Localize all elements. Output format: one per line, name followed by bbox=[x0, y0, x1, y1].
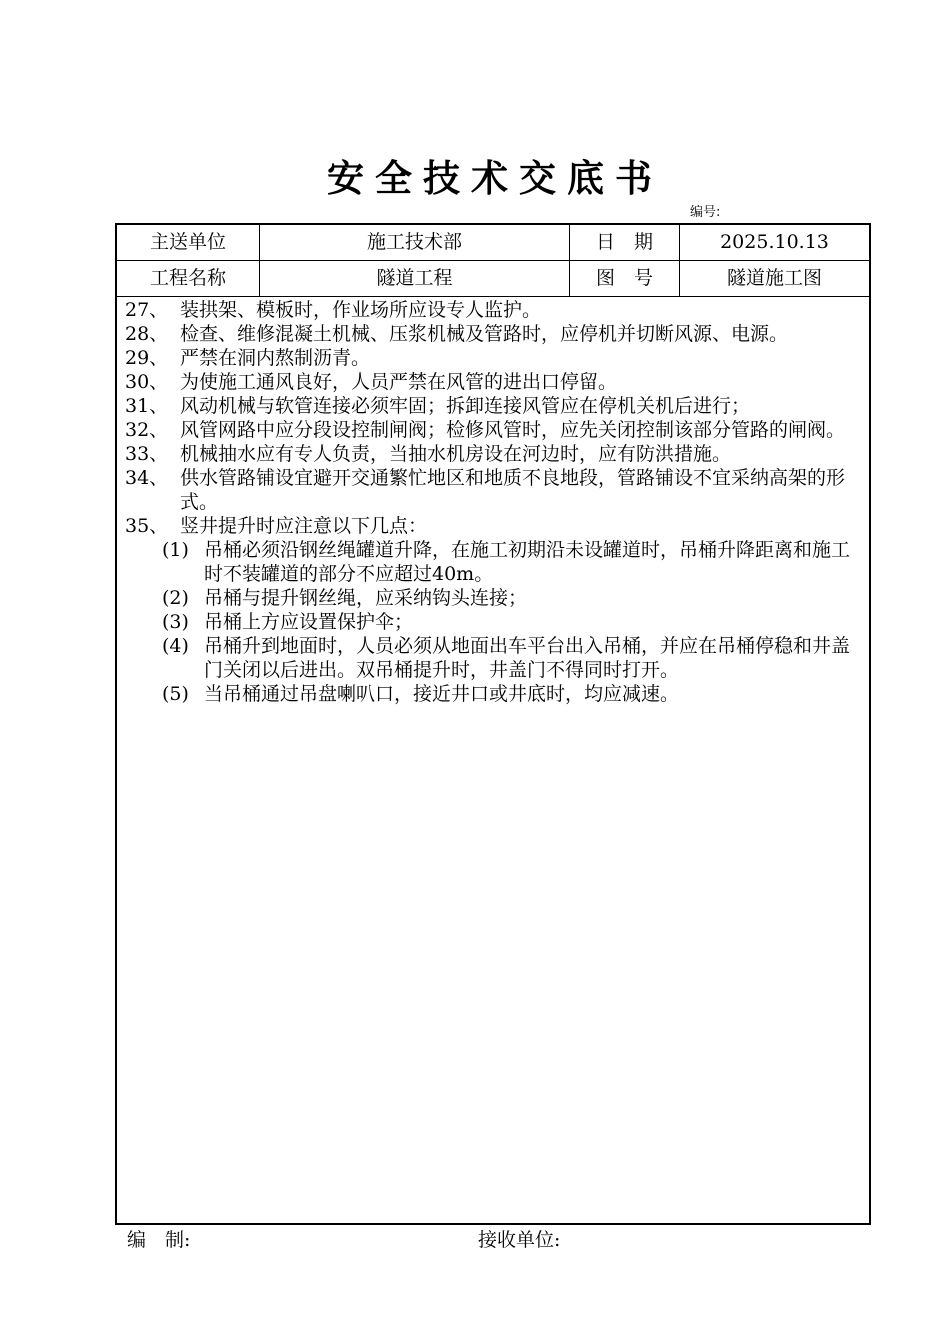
drawing-no-label: 图 号 bbox=[570, 261, 680, 296]
header-row-project bbox=[117, 261, 869, 297]
item-number: 29、 bbox=[125, 347, 169, 369]
form-frame bbox=[115, 223, 871, 1225]
document-number-label: 编号: bbox=[690, 205, 721, 220]
item-number: 27、 bbox=[125, 299, 169, 321]
item-number: 32、 bbox=[125, 419, 169, 441]
item-text: 供水管路铺设宜避开交通繁忙地区和地质不良地段，管路铺设不宜采纳高架的形式。 bbox=[180, 467, 846, 513]
list-item bbox=[117, 442, 869, 466]
project-label: 工程名称 bbox=[117, 261, 260, 296]
list-item bbox=[117, 394, 869, 418]
sub-item-number: (4) bbox=[162, 635, 189, 657]
project-value: 隧道工程 bbox=[260, 261, 570, 296]
sub-item-text: 当吊桶通过吊盘喇叭口，接近井口或井底时，均应减速。 bbox=[204, 683, 680, 705]
list-item bbox=[117, 514, 869, 538]
sub-list-item bbox=[117, 586, 869, 610]
item-number: 28、 bbox=[125, 323, 169, 345]
sub-list-item bbox=[117, 538, 869, 586]
sub-item-text: 吊桶必须沿钢丝绳罐道升降，在施工初期沿未设罐道时，吊桶升降距离和施工时不装罐道的部分不应超过40m。 bbox=[204, 539, 851, 585]
sub-item-number: (3) bbox=[162, 611, 189, 633]
header-row-sender bbox=[117, 225, 869, 261]
item-text: 严禁在洞内熬制沥青。 bbox=[180, 347, 371, 369]
item-text: 装拱架、模板时，作业场所应设专人监护。 bbox=[180, 299, 542, 321]
sender-value: 施工技术部 bbox=[260, 225, 570, 260]
item-number: 35、 bbox=[125, 515, 169, 537]
sub-item-number: (1) bbox=[162, 539, 189, 561]
item-number: 31、 bbox=[125, 395, 169, 417]
sub-item-number: (5) bbox=[162, 683, 189, 705]
item-text: 竖井提升时应注意以下几点： bbox=[180, 515, 428, 537]
list-item bbox=[117, 298, 869, 322]
sender-label: 主送单位 bbox=[117, 225, 260, 260]
sub-item-text: 吊桶与提升钢丝绳，应采纳钩头连接； bbox=[204, 587, 528, 609]
item-number: 30、 bbox=[125, 371, 169, 393]
sub-item-text: 吊桶升到地面时，人员必须从地面出车平台出入吊桶，并应在吊桶停稳和井盖门关闭以后进出。双吊桶提升时，井盖门不得同时打开。 bbox=[204, 635, 851, 681]
item-text: 风动机械与软管连接必须牢固；拆卸连接风管应在停机关机后进行； bbox=[180, 395, 751, 417]
item-text: 机械抽水应有专人负责，当抽水机房设在河边时，应有防洪措施。 bbox=[180, 443, 732, 465]
sub-list-item bbox=[117, 682, 869, 706]
item-number: 33、 bbox=[125, 443, 169, 465]
document-title: 安全技术交底书 bbox=[327, 157, 663, 200]
drawing-no-value: 隧道施工图 bbox=[726, 267, 822, 289]
sub-list-item bbox=[117, 610, 869, 634]
sub-list-item bbox=[117, 634, 869, 682]
item-text: 风管网路中应分段设控制闸阀；检修风管时，应先关闭控制该部分管路的闸阀。 bbox=[180, 419, 846, 441]
list-item bbox=[117, 466, 869, 514]
compiler-label: 编 制: bbox=[127, 1229, 191, 1251]
instruction-body bbox=[117, 298, 869, 706]
item-text: 检查、维修混凝土机械、压浆机械及管路时，应停机并切断风源、电源。 bbox=[180, 323, 789, 345]
list-item bbox=[117, 322, 869, 346]
receiver-label: 接收单位: bbox=[478, 1229, 561, 1251]
list-item bbox=[117, 370, 869, 394]
list-item bbox=[117, 418, 869, 442]
item-number: 34、 bbox=[125, 467, 169, 489]
item-text: 为使施工通风良好，人员严禁在风管的进出口停留。 bbox=[180, 371, 618, 393]
sub-item-number: (2) bbox=[162, 587, 189, 609]
date-value: 2025.10.13 bbox=[720, 231, 829, 253]
date-label: 日 期 bbox=[570, 225, 680, 260]
sub-item-text: 吊桶上方应设置保护伞； bbox=[204, 611, 414, 633]
list-item bbox=[117, 346, 869, 370]
